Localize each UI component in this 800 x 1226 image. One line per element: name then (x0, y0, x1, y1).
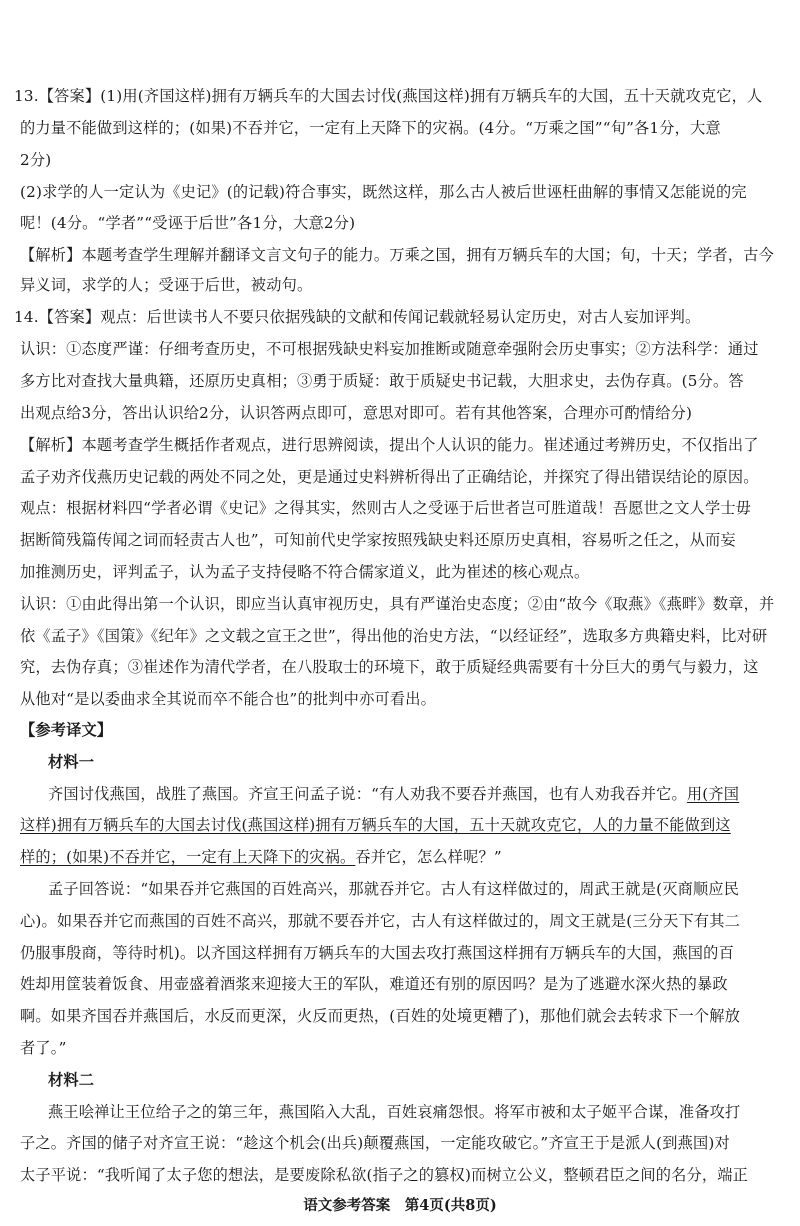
q13-answer-line-1: 13.【答案】(1)用(齐国这样)拥有万辆兵车的大国去讨伐(燕国这样)拥有万辆兵车的大国，五十天就攻克它，人 (14, 87, 763, 105)
q14-analysis-line-5: 加推测历史，评判孟子，认为孟子支持侵略不符合儒家道义，此为崔述的核心观点。 (20, 563, 590, 581)
q14-answer-line-2: 认识：①态度严谨：仔细考查历史，不可根据残缺史料妄加推断或随意牵强附会历史事实；②方法科学：通过 (20, 340, 759, 358)
q13-analysis-line-1: 【解析】本题考查学生理解并翻译文言文句子的能力。万乘之国，拥有万辆兵车的大国；旬，十天；学者，古今 (20, 246, 774, 264)
underlined-text: 样的；(如果)不吞并它，一定有上天降下的灾祸。 (20, 848, 356, 866)
material-one-line-1: 齐国讨伐燕国，战胜了燕国。齐宣王问孟子说：“有人劝我不要吞并燕国，也有人劝我吞并它。用(齐国 (48, 785, 740, 803)
material-one-p2-line-3: 仍服事殷商，等待时机)。以齐国这样拥有万辆兵车的大国去攻打燕国这样拥有万辆兵车的大国，燕国的百 (20, 944, 734, 962)
material-one-title: 材料一 (48, 753, 95, 771)
q14-analysis-line-8: 究，去伪存真；③崔述作为清代学者，在八股取士的环境下，敢于质疑经典需要有十分巨大的勇气与毅力，这 (20, 658, 759, 676)
q13-answer-line-3: 2分) (20, 151, 52, 169)
q14-analysis-line-2: 孟子劝齐伐燕历史记载的两处不同之处，更是通过史料辨析得出了正确结论，并探究了得出错误结论的原因。 (20, 468, 759, 486)
q14-analysis-line-4: 据断简残篇传闻之词而轻责古人也”，可知前代史学家按照残缺史料还原历史真相，容易听之任之，从而妄 (20, 531, 736, 549)
material-two-line-1: 燕王哙禅让王位给子之的第三年，燕国陷入大乱，百姓哀痛怨恨。将军市被和太子姬平合谋，准备攻打 (48, 1103, 741, 1121)
q14-analysis-line-7: 依《孟子》《国策》《纪年》之文载之宣王之世”，得出他的治史方法，“以经证经”，选取多方典籍史料，比对研 (20, 627, 768, 645)
material-one-p2-line-1: 孟子回答说：“如果吞并它燕国的百姓高兴，那就吞并它。古人有这样做过的，周武王就是(灭商顺应民 (48, 880, 740, 898)
material-one-p2-line-6: 者了。” (20, 1039, 67, 1057)
material-one-p2-line-4: 姓却用筐装着饭食、用壶盛着酒浆来迎接大王的军队，难道还有别的原因吗？是为了逃避水深火热的暴政 (20, 975, 728, 993)
q13-analysis-line-2: 异义词，求学的人；受诬于后世，被动句。 (20, 276, 313, 294)
q14-analysis-line-6: 认识：①由此得出第一个认识，即应当认真审视历史，具有严谨治史态度；②由“故今《取燕》《燕畔》数章，并 (20, 595, 775, 613)
material-two-title: 材料二 (48, 1071, 95, 1089)
q13-answer-line-5: 呢！(4分。“学者”“受诬于后世”各1分，大意2分) (20, 214, 356, 232)
underlined-text: 用(齐国 (686, 785, 740, 803)
material-one-p2-line-2: 心)。如果吞并它而燕国的百姓不高兴，那就不要吞并它，古人有这样做过的，周文王就是(三分天下有其二 (20, 912, 741, 930)
translation-heading: 【参考译文】 (20, 721, 113, 739)
q14-analysis-line-3: 观点：根据材料四“学者必谓《史记》之得其实，然则古人之受诬于后世者岂可胜道哉！吾愿世之文人学士毋 (20, 499, 752, 517)
material-one-line-3: 样的；(如果)不吞并它，一定有上天降下的灾祸。吞并它，怎么样呢？” (20, 848, 502, 866)
q13-answer-line-4: (2)求学的人一定认为《史记》(的记载)符合事实，既然这样，那么古人被后世诬枉曲解的事情又怎能说的完 (20, 183, 747, 201)
q14-answer-line-4: 出观点给3分，答出认识给2分，认识答两点即可，意思对即可。若有其他答案，合理亦可酌情给分) (20, 404, 693, 422)
underlined-text: 这样)拥有万辆兵车的大国去讨伐(燕国这样)拥有万辆兵车的大国，五十天就攻克它，人的力量不能做到这 (20, 816, 731, 834)
material-two-line-2: 子之。齐国的储子对齐宣王说：“趁这个机会(出兵)颠覆燕国，一定能攻破它。”齐宣王于是派人(到燕国)对 (20, 1134, 730, 1152)
q14-answer-line-1: 14.【答案】观点：后世读书人不要只依据残缺的文献和传闻记载就轻易认定历史，对古人妄加评判。 (14, 308, 701, 326)
material-one-p2-line-5: 啊。如果齐国吞并燕国后，水反而更深，火反而更热，(百姓的处境更糟了)，那他们就会去转求下一个解放 (20, 1007, 741, 1025)
page-footer: 语文参考答案 第4页(共8页) (303, 1197, 497, 1214)
q14-analysis-line-1: 【解析】本题考查学生概括作者观点，进行思辨阅读，提出个人认识的能力。崔述通过考辨历史，不仅指出了 (20, 436, 759, 454)
material-two-line-3: 太子平说：“我听闻了太子您的想法，是要废除私欲(指子之的篡权)而树立公义，整顿君臣之间的名分，端正 (20, 1166, 749, 1184)
q13-answer-line-2: 的力量不能做到这样的；(如果)不吞并它，一定有上天降下的灾祸。(4分。“万乘之国”“旬”各1分，大意 (20, 119, 721, 137)
q14-analysis-line-9: 从他对“是以委曲求全其说而卒不能合也”的批判中亦可看出。 (20, 690, 437, 708)
q14-answer-line-3: 多方比对查找大量典籍，还原历史真相；③勇于质疑：敢于质疑史书记载，大胆求史，去伪存真。(5分。答 (20, 372, 744, 390)
material-one-line-2 (20, 815, 782, 835)
